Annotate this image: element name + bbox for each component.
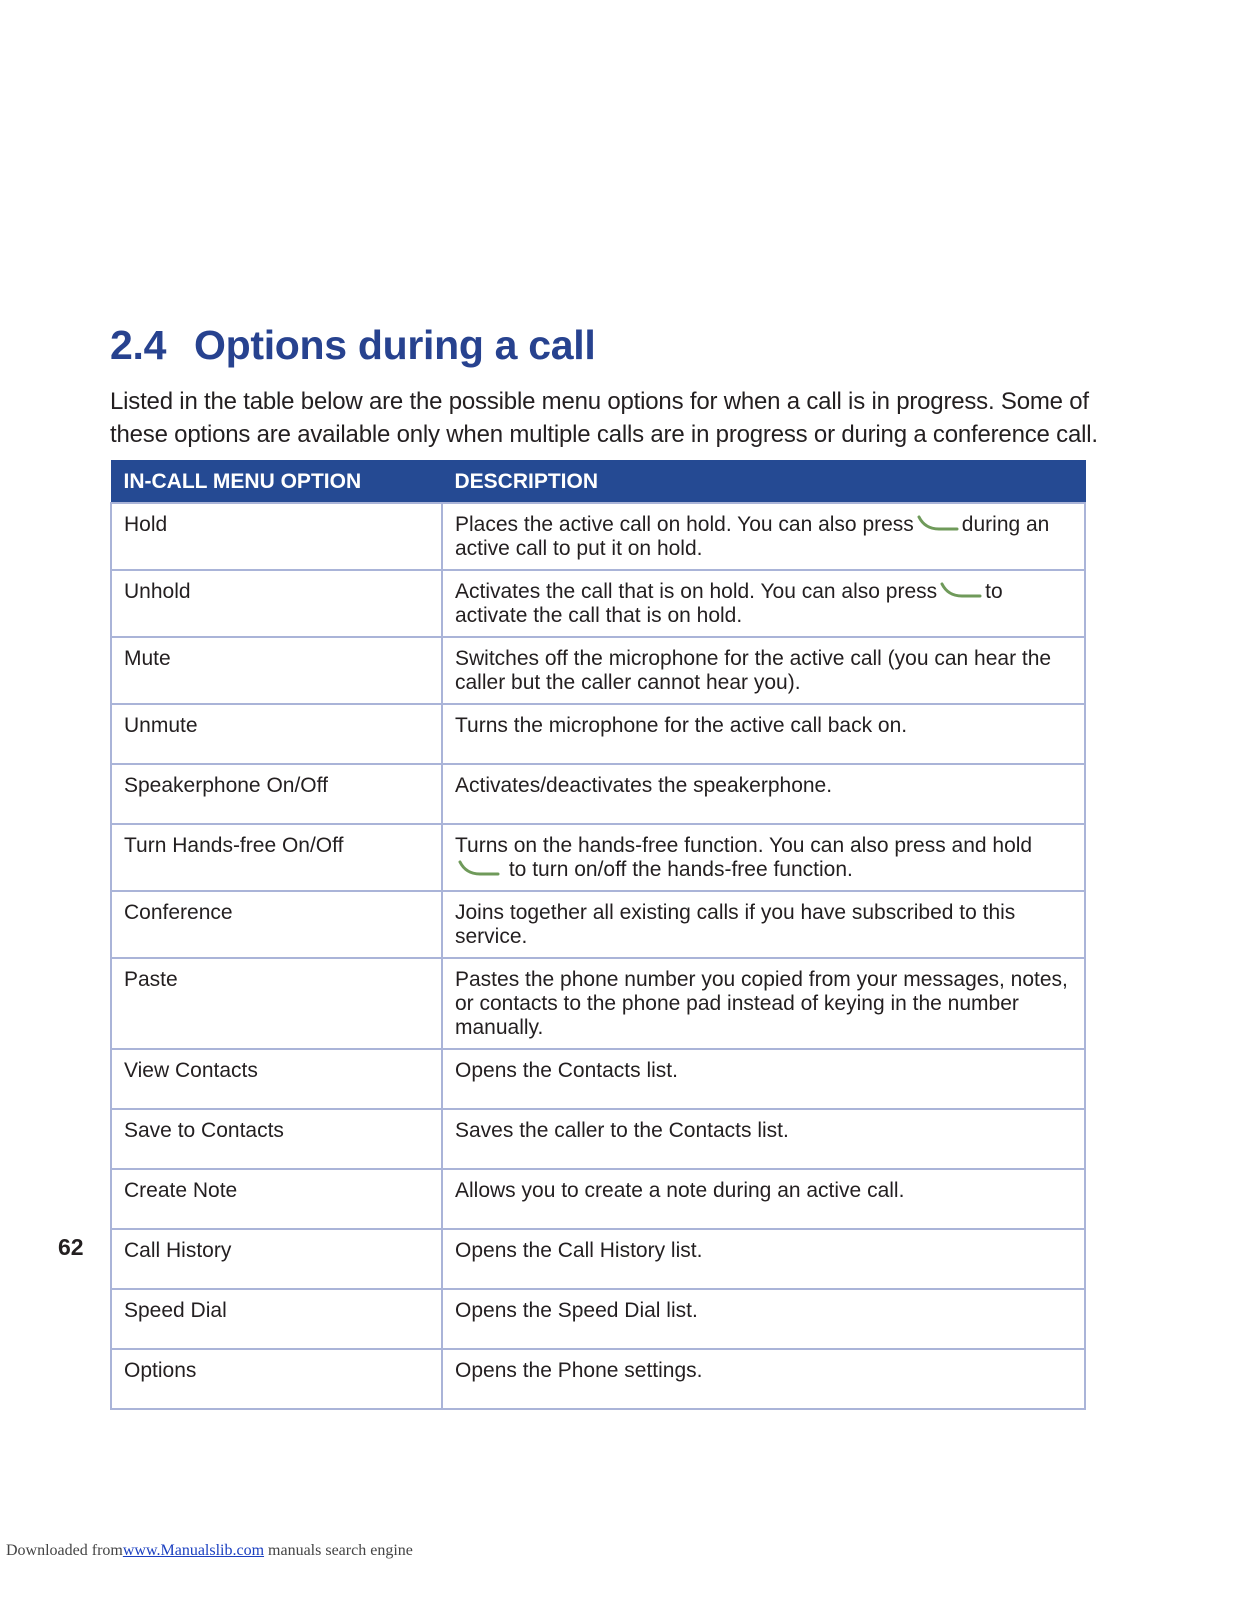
description-cell: Opens the Contacts list. (442, 1049, 1085, 1109)
table-row (111, 1349, 1085, 1409)
table-row (111, 764, 1085, 824)
description-cell (442, 824, 1085, 891)
call-key-icon (917, 513, 959, 535)
description-text: Activates the call that is on hold. You can also press (455, 580, 938, 603)
description-cell: Opens the Call History list. (442, 1229, 1085, 1289)
table-row (111, 1289, 1085, 1349)
option-cell: Call History (111, 1229, 442, 1289)
intro-paragraph: Listed in the table below are the possible menu options for when a call is in progress. Some of these options are available only when multiple calls are in progress or during a conference call. (110, 388, 1098, 448)
option-cell: Turn Hands-free On/Off (111, 824, 442, 891)
table-row (111, 503, 1085, 570)
description-text-after: to turn on/off the hands-free function. (508, 858, 853, 881)
description-cell: Saves the caller to the Contacts list. (442, 1109, 1085, 1169)
download-footer (6, 1542, 413, 1560)
option-cell: Unhold (111, 570, 442, 637)
description-cell (442, 570, 1085, 637)
table-row (111, 958, 1085, 1049)
description-cell: Opens the Phone settings. (442, 1349, 1085, 1409)
option-cell: Options (111, 1349, 442, 1409)
option-cell: Conference (111, 891, 442, 958)
description-cell: Turns the microphone for the active call back on. (442, 704, 1085, 764)
description-cell: Opens the Speed Dial list. (442, 1289, 1085, 1349)
table-header-row (111, 461, 1085, 504)
section-number: 2.4 (110, 322, 167, 368)
table-row (111, 637, 1085, 704)
call-key-icon (940, 580, 982, 602)
description-cell: Allows you to create a note during an active call. (442, 1169, 1085, 1229)
option-cell: Hold (111, 503, 442, 570)
description-cell: Pastes the phone number you copied from your messages, notes, or contacts to the phone pad instead of keying in the number manually. (442, 958, 1085, 1049)
section-heading (110, 322, 595, 369)
header-option: IN-CALL MENU OPTION (111, 461, 442, 504)
call-key-icon (458, 858, 500, 880)
option-cell: View Contacts (111, 1049, 442, 1109)
header-description: DESCRIPTION (442, 461, 1085, 504)
option-cell: Speakerphone On/Off (111, 764, 442, 824)
description-text: Turns on the hands-free function. You can also press and hold (455, 834, 1033, 857)
option-cell: Create Note (111, 1169, 442, 1229)
table-row (111, 824, 1085, 891)
description-cell: Joins together all existing calls if you have subscribed to this service. (442, 891, 1085, 958)
table-row (111, 1229, 1085, 1289)
in-call-options-table (110, 460, 1086, 1410)
table-row (111, 570, 1085, 637)
table-row (111, 1049, 1085, 1109)
table-row (111, 1169, 1085, 1229)
option-cell: Unmute (111, 704, 442, 764)
description-cell: Switches off the microphone for the active call (you can hear the caller but the caller cannot hear you). (442, 637, 1085, 704)
section-title: Options during a call (194, 322, 596, 368)
table-row (111, 704, 1085, 764)
description-text-after: to activate the call that is on hold. (455, 580, 1003, 627)
option-cell: Mute (111, 637, 442, 704)
option-cell: Save to Contacts (111, 1109, 442, 1169)
manualslib-link[interactable]: www.Manualslib.com (122, 1542, 265, 1559)
description-cell: Activates/deactivates the speakerphone. (442, 764, 1085, 824)
option-cell: Paste (111, 958, 442, 1049)
description-text-after: during an active call to put it on hold. (455, 513, 1050, 560)
description-cell (442, 503, 1085, 570)
option-cell: Speed Dial (111, 1289, 442, 1349)
page-number: 62 (58, 1234, 84, 1260)
footer-prefix: Downloaded from (6, 1542, 123, 1559)
table-row (111, 891, 1085, 958)
table-row (111, 1109, 1085, 1169)
description-text: Places the active call on hold. You can also press (455, 513, 914, 536)
footer-suffix: manuals search engine (264, 1542, 413, 1559)
